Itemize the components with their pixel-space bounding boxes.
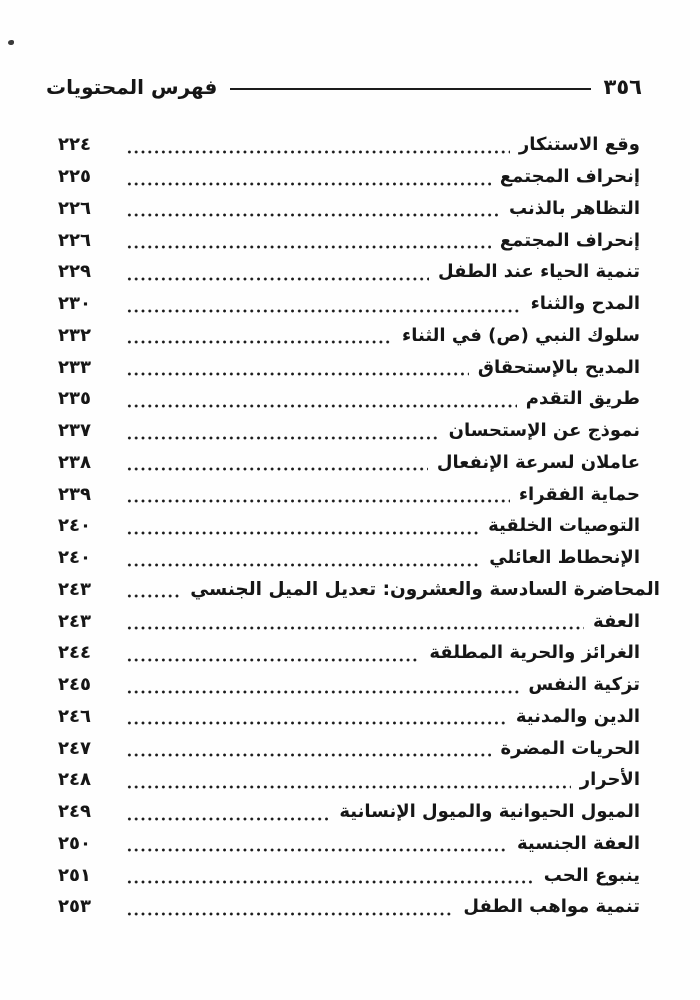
dot-leader — [126, 563, 480, 567]
toc-entry — [58, 891, 660, 923]
dot-leader — [126, 436, 440, 440]
dot-leader — [126, 309, 522, 313]
toc-entry — [58, 256, 660, 288]
dot-leader — [126, 150, 510, 154]
toc-entry-title: إنحراف المجتمع — [499, 229, 640, 251]
dot-leader — [126, 499, 510, 503]
toc-entry-page-number: ٢٤٠ — [58, 547, 91, 569]
toc-entry — [58, 478, 660, 510]
toc-entry — [58, 320, 660, 352]
toc-entry-title: الإنحطاط العائلي — [489, 547, 640, 569]
dot-leader — [126, 213, 500, 217]
toc-list — [58, 129, 660, 923]
toc-entry — [58, 701, 660, 733]
toc-entry — [58, 510, 660, 542]
header-rule — [230, 88, 590, 90]
dot-leader — [126, 690, 519, 694]
toc-entry-title: الأحرار — [579, 769, 640, 791]
dot-leader — [126, 182, 491, 186]
toc-entry-page-number: ٢٣٧ — [58, 420, 91, 442]
toc-entry — [58, 859, 660, 891]
dot-leader — [126, 658, 420, 662]
dot-leader — [126, 340, 393, 344]
toc-entry-page-number: ٢٥١ — [58, 864, 91, 886]
toc-entry-page-number: ٢٣٣ — [58, 356, 91, 378]
dot-leader — [126, 594, 181, 598]
header-title: فهرس المحتويات — [46, 75, 218, 99]
toc-entry — [58, 161, 660, 193]
toc-entry — [58, 224, 660, 256]
dot-leader — [126, 467, 428, 471]
toc-entry-title: نموذج عن الإستحسان — [448, 420, 640, 442]
toc-entry-page-number: ٢٢٩ — [58, 261, 91, 283]
toc-entry — [58, 351, 660, 383]
toc-entry — [58, 542, 660, 574]
dot-leader — [126, 626, 584, 630]
toc-entry-page-number: ٢٢٥ — [58, 166, 91, 188]
dot-leader — [126, 245, 491, 249]
toc-entry — [58, 796, 660, 828]
toc-entry — [58, 415, 660, 447]
toc-entry-title: سلوك النبي (ص) في الثناء — [402, 324, 640, 346]
toc-entry-page-number: ٢٣٩ — [58, 483, 91, 505]
toc-entry-title: المديح بالإستحقاق — [477, 356, 640, 378]
dot-leader — [126, 753, 491, 757]
dot-leader — [126, 817, 330, 821]
toc-entry-title: العفة — [593, 610, 640, 632]
toc-entry-page-number: ٢٥٠ — [58, 832, 91, 854]
toc-entry-page-number: ٢٤٦ — [58, 705, 91, 727]
toc-entry — [58, 605, 660, 637]
toc-entry-page-number: ٢٤٥ — [58, 674, 91, 696]
toc-entry-page-number: ٢٥٣ — [58, 896, 91, 918]
dot-leader — [126, 848, 508, 852]
toc-entry — [58, 129, 660, 161]
toc-entry-page-number: ٢٤٠ — [58, 515, 91, 537]
toc-entry-page-number: ٢٢٦ — [58, 197, 91, 219]
toc-entry-title: ينبوع الحب — [543, 864, 640, 886]
toc-entry-title: تنمية مواهب الطفل — [463, 896, 640, 918]
toc-entry-page-number: ٢٤٤ — [58, 642, 91, 664]
toc-entry-page-number: ٢٣٢ — [58, 324, 91, 346]
toc-entry-page-number: ٢٤٧ — [58, 737, 91, 759]
toc-entry — [58, 669, 660, 701]
toc-entry-page-number: ٢٤٩ — [58, 801, 91, 823]
toc-entry — [58, 574, 660, 606]
toc-entry-page-number: ٢٣٨ — [58, 451, 91, 473]
toc-entry-title: الميول الحيوانية والميول الإنسانية — [339, 801, 640, 823]
toc-entry — [58, 447, 660, 479]
toc-entry — [58, 732, 660, 764]
toc-entry-title: عاملان لسرعة الإنفعال — [436, 451, 640, 473]
toc-entry-page-number: ٢٣٥ — [58, 388, 91, 410]
toc-entry-title: الدين والمدنية — [515, 705, 640, 727]
toc-entry-title: تنمية الحياء عند الطفل — [438, 261, 640, 283]
dot-leader — [126, 785, 571, 789]
toc-entry-title: العفة الجنسية — [516, 832, 640, 854]
toc-entry-title: وقع الاستنكار — [518, 134, 640, 156]
dot-leader — [126, 721, 507, 725]
toc-entry-page-number: ٢٢٦ — [58, 229, 91, 251]
toc-entry — [58, 828, 660, 860]
toc-entry-title: التوصيات الخلقية — [488, 515, 640, 537]
toc-entry-title: التظاهر بالذنب — [508, 197, 640, 219]
toc-entry-page-number: ٢٣٠ — [58, 293, 91, 315]
toc-entry — [58, 764, 660, 796]
dot-leader — [126, 912, 454, 916]
dot-leader — [126, 880, 535, 884]
toc-entry-title: حماية الفقراء — [518, 483, 640, 505]
toc-entry-title: تزكية النفس — [528, 674, 640, 696]
toc-entry-title: الحريات المضرة — [500, 737, 640, 759]
toc-entry-page-number: ٢٤٨ — [58, 769, 91, 791]
dot-leader — [126, 404, 517, 408]
toc-entry — [58, 383, 660, 415]
dot-leader — [126, 277, 429, 281]
page-number: ٣٥٦ — [603, 75, 642, 99]
toc-entry-page-number: ٢٢٤ — [58, 134, 91, 156]
toc-entry-title: طريق التقدم — [525, 388, 640, 410]
scan-speck — [8, 40, 14, 45]
toc-entry — [58, 637, 660, 669]
toc-entry — [58, 288, 660, 320]
dot-leader — [126, 531, 479, 535]
toc-entry — [58, 193, 660, 225]
toc-entry-title: إنحراف المجتمع — [499, 166, 640, 188]
dot-leader — [126, 372, 469, 376]
page-header — [46, 72, 642, 102]
toc-entry-title: المحاضرة السادسة والعشرون: تعديل الميل الجنسي — [190, 578, 660, 600]
toc-entry-title: المدح والثناء — [530, 293, 640, 315]
toc-entry-page-number: ٢٤٣ — [58, 610, 91, 632]
toc-entry-page-number: ٢٤٣ — [58, 578, 91, 600]
toc-entry-title: الغرائز والحرية المطلقة — [429, 642, 640, 664]
